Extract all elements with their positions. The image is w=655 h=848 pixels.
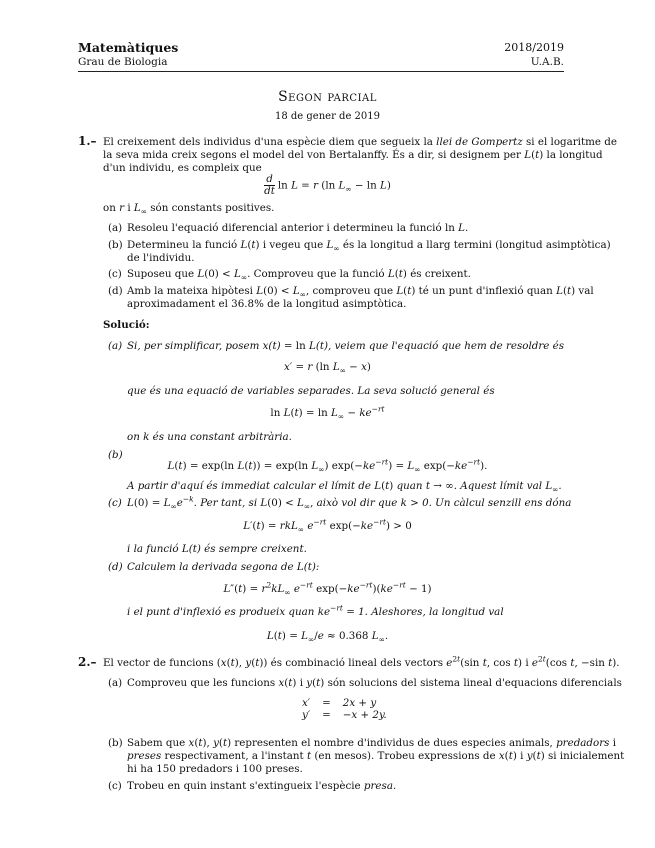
system-eq-2: =: [322, 709, 331, 721]
sol-d-eq-2: $L(t) = L_\infty/e \approx 0.368$ $L_\infty$.: [266, 630, 389, 645]
university-name: U.A.B.: [530, 56, 564, 68]
header-rule: [78, 71, 564, 72]
item-1c-label: (c): [108, 268, 122, 280]
sol-d-eq-1: $L''(t) = r^2kL_\infty$ $e^{-rt}$ $\exp(-ke^{-rt})(ke^{-rt} - 1)$: [223, 580, 432, 598]
item-1c-text: Suposeu que $L(0) < L_\infty$. Comproveu que la funció L(t) és creixent.: [127, 268, 471, 283]
item-2a-text: Comproveu que les funcions x(t) i y(t) són solucions del sistema lineal d'equacions diferencials: [127, 677, 622, 689]
sol-c-line-2: i la funció L(t) és sempre creixent.: [127, 543, 307, 555]
problem-1-intro-line-3: d'un individu, es compleix que: [103, 162, 262, 174]
item-2b-text-1: Sabem que x(t), y(t) representen el nombre d'individus de dues especies animals, predadors i: [127, 737, 617, 749]
sol-a-line-2: que és una equació de variables separades. La seva solució general és: [127, 385, 495, 397]
item-1b-text-2: de l'individu.: [127, 252, 195, 264]
item-1b-text-1: Determineu la funció L(t) i vegeu que $L_\infty$ és la longitud a llarg termini (longitud asimptòtica): [127, 239, 611, 254]
sol-d-line-2: i el punt d'inflexió es produeix quan $ke^{-rt} = 1$. Aleshores, la longitud val: [127, 603, 504, 618]
system-row-2: [296, 709, 393, 721]
exam-date: 18 de gener de 2019: [275, 111, 380, 122]
system-eq-1: =: [322, 697, 331, 709]
linear-system: [296, 697, 393, 721]
item-2c-label: (c): [108, 780, 122, 792]
system-lhs-1: x′: [302, 697, 311, 709]
item-1d-text-2: aproximadament el 36.8% de la longitud asimptòtica.: [127, 298, 407, 310]
sol-a-label: (a): [108, 340, 123, 352]
academic-year: 2018/2019: [504, 41, 564, 54]
problem-1-number: 1.–: [78, 134, 97, 148]
degree-name: Grau de Biologia: [78, 56, 168, 68]
item-1b-label: (b): [108, 239, 123, 251]
item-2a-label: (a): [108, 677, 123, 689]
sol-a-line-1: Si, per simplificar, posem x(t) = ln L(t), veiem que l'equació que hem de resoldre és: [127, 340, 564, 352]
sol-d-label: (d): [108, 561, 123, 573]
sol-a-eq-2: $\ln L(t) = \ln L_\infty - ke^{-rt}$: [270, 404, 385, 422]
item-2c-text: Trobeu en quin instant s'extingueix l'espècie presa.: [127, 780, 397, 792]
problem-2-number: 2.–: [78, 655, 97, 669]
item-2b-text-2: preses respectivament, a l'instant t (en mesos). Trobeu expressions de x(t) i y(t) si inicialement: [127, 750, 625, 762]
derivative-fraction: $\frac{d}{dt}$: [264, 173, 275, 197]
header-right: [504, 40, 564, 70]
item-2b-label: (b): [108, 737, 123, 749]
problem-1-intro-line-2: la seva mida creix segons el model del von Bertalanffy. És a dir, si designem per L(t) la longitud: [103, 149, 603, 161]
course-title: Matemàtiques: [78, 40, 179, 55]
exam-title: Segon parcial: [278, 89, 377, 105]
item-1d-label: (d): [108, 285, 123, 297]
problem-1-constants: on r i $L_\infty$ són constants positives.: [103, 202, 275, 217]
system-row-1: [296, 697, 393, 709]
gompertz-equation: $\frac{d}{dt}$ ln L = r (ln $L_\infty - \ln L$): [264, 173, 391, 197]
item-2b-text-3: hi ha 150 predadors i 100 preses.: [127, 763, 303, 775]
sol-b-label: (b): [108, 449, 123, 461]
header-left: [78, 40, 178, 70]
sol-a-line-3: on k és una constant arbitrària.: [127, 431, 292, 443]
system-rhs-1: 2x + y: [342, 697, 377, 709]
system-lhs-2: y′: [302, 709, 311, 721]
sol-b-line: A partir d'aquí és immediat calcular el límit de L(t) quan t → ∞. Aquest límit val $L_\infty$.: [127, 480, 562, 495]
solution-heading: Solució:: [103, 319, 150, 331]
item-1a-label: (a): [108, 222, 123, 234]
item-1a-text: Resoleu l'equació diferencial anterior i determineu la funció ln L.: [127, 222, 469, 234]
sol-a-eq-1: x′ = r (ln $L_\infty - x$): [284, 361, 371, 376]
problem-2-intro: El vector de funcions (x(t), y(t)) és combinació lineal dels vectors $e^{2t}(\sin$ t, cos t) i $e^{2t}(\cos$ t, −sin t).: [103, 654, 620, 669]
sol-c-line-1: $L(0) = L_\infty e^{-k}$. Per tant, si $L(0) < L_\infty$, això vol dir que k > 0. Un càlcul senzill ens dóna: [127, 494, 572, 512]
sol-c-label: (c): [108, 497, 122, 509]
sol-b-eq: L(t) = exp(ln L(t)) = exp(ln $L_\infty$) $\exp(-ke^{-rt}) = L_\infty$ $\exp(-ke^{-rt})$.: [167, 457, 488, 475]
system-rhs-2: −x + 2y.: [342, 709, 387, 721]
item-1d-text-1: Amb la mateixa hipòtesi $L(0) < L_\infty$, comproveu que L(t) té un punt d'inflexió quan L(t) val: [127, 285, 594, 300]
sol-d-line-1: Calculem la derivada segona de L(t):: [127, 561, 320, 573]
sol-c-eq: L′(t) = rkL$_\infty$ $e^{-rt}$ $\exp(-ke^{-rt}) > 0$: [243, 517, 412, 535]
problem-1-intro-line-1: El creixement dels individus d'una espècie diem que segueix la llei de Gompertz si el logaritme de: [103, 136, 617, 148]
